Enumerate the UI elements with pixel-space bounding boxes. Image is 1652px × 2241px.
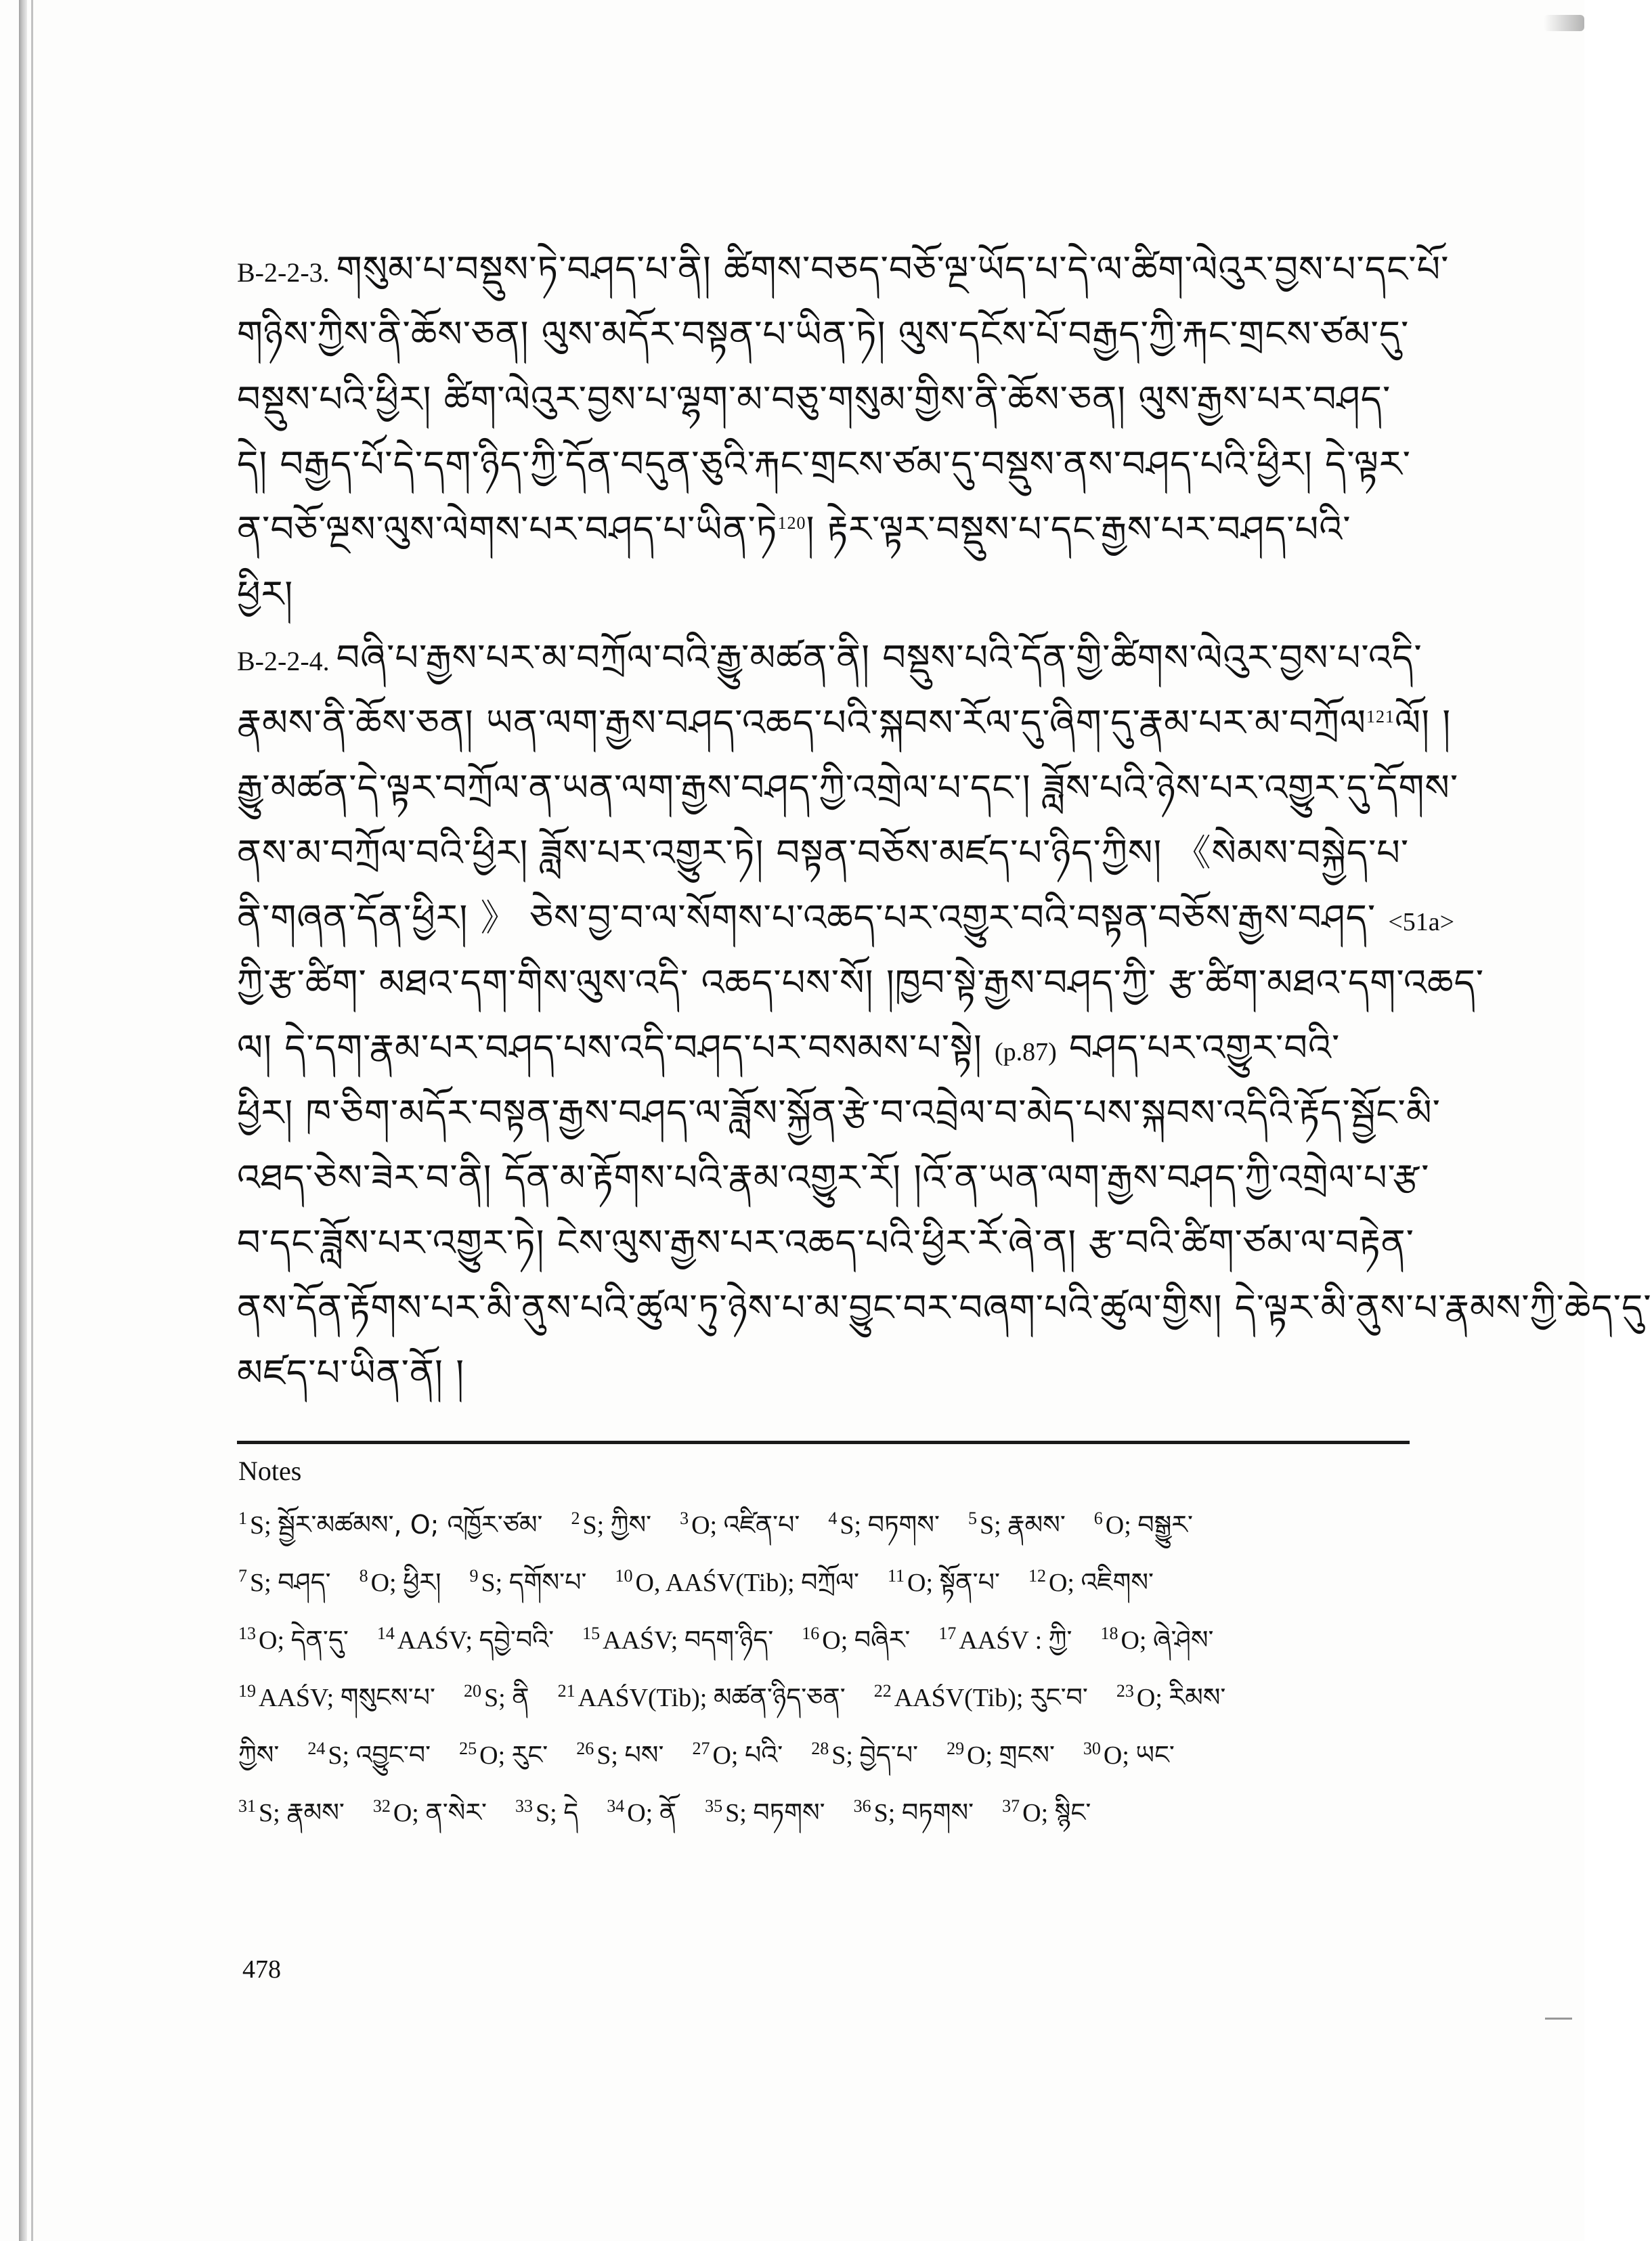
footnote-edition: S;: [250, 1511, 278, 1540]
line-text: ལ། དེ་དག་རྣམ་པར་བཤད་པས་འདི་བཤད་པར་བསམས་པ་སྟེ།: [237, 1026, 982, 1069]
footnote: [307, 1726, 431, 1785]
line-text: དེ། བརྒྱད་པོ་དེ་དག་ཉིད་ཀྱི་དོན་བདུན་ཅུའི་རྐང་གྲངས་ཙམ་དུ་བསྡུས་ནས་བཤད་པའི་ཕྱིར། དེ་ལྟར་: [237, 443, 1411, 485]
note-row: [238, 1784, 1416, 1842]
footnote: [705, 1784, 825, 1842]
footnote-number: 2: [571, 1508, 580, 1528]
note-row: [238, 1611, 1416, 1669]
footnote: [238, 1669, 435, 1727]
scan-edge-mark: [1545, 2018, 1572, 2020]
footnote-edition: O;: [370, 1569, 404, 1597]
note-row: [238, 1669, 1416, 1726]
line-text: ནས་དོན་རྟོགས་པར་མི་ནུས་པའི་ཚུལ་ཏུ་ཉེས་པ་མ་བྱུང་བར་བཞག་པའི་ཚུལ་གྱིས། དེ་ལྟར་མི་ནུས་པ་རྣམས་ཀྱི་ཆེད་དུ་: [237, 1286, 1652, 1329]
line-text: ནས་མ་བཀྲོལ་བའི་ཕྱིར། ཟློས་པར་འགྱུར་ཏེ། བསྟན་བཅོས་མཛད་པ་ཉིད་ཀྱིས། 《སེམས་བསྐྱེད་པ་: [237, 831, 1410, 874]
footnote-edition: S;: [328, 1741, 356, 1770]
footnote-number: 1: [238, 1508, 247, 1528]
footnote-reading: བཏགས་: [867, 1510, 940, 1540]
footnote-reading: བཤད་: [278, 1567, 331, 1597]
notes-divider: [237, 1441, 1410, 1444]
line-text: རྣམས་ནི་ཆོས་ཅན། ཡན་ལག་རྒྱས་བཤད་འཆད་པའི་སྐབས་རོལ་དུ་ཞིག་དུ་རྣམ་པར་མ་བཀྲོལ: [237, 701, 1366, 744]
footnote: [238, 1611, 349, 1670]
section-line: [237, 1211, 1422, 1276]
footnote: [238, 1554, 331, 1612]
section-line: [237, 1146, 1430, 1211]
footnote: [459, 1726, 548, 1785]
footnote-number: 28: [811, 1738, 829, 1758]
footnote-edition: O;: [907, 1569, 940, 1597]
footnote-edition: O;: [1048, 1569, 1081, 1597]
notes-heading: Notes: [238, 1456, 302, 1486]
footnote-number: 30: [1083, 1738, 1101, 1758]
line-text: ན་བཅོ་ལྔས་ལུས་ལེགས་པར་བཤད་པ་ཡིན་ཏེ: [237, 508, 778, 550]
footnote: [582, 1611, 773, 1670]
footnote: [1028, 1554, 1154, 1612]
footnote-number: 26: [576, 1738, 594, 1758]
footnote-reading: དགོས་པ་: [508, 1567, 587, 1597]
footnote-number: 33: [515, 1796, 533, 1816]
footnote-number: 9: [469, 1565, 479, 1586]
footnote-number: 3: [680, 1508, 689, 1528]
line-text: བཞི་པ་རྒྱས་པར་མ་བཀྲོལ་བའི་རྒྱུ་མཚན་ནི། བསྡུས་པའི་དོན་གྱི་ཚིགས་ལེའུར་བྱས་པ་འདི་: [336, 636, 1422, 679]
footnote-edition: S;: [259, 1799, 287, 1827]
footnote-reading: རུང་: [511, 1740, 548, 1770]
note-row: [238, 1726, 1416, 1784]
section-line: [237, 691, 1452, 756]
note-row: [238, 1554, 1416, 1611]
footnote: [615, 1554, 859, 1612]
footnote-edition: O;: [1121, 1626, 1153, 1655]
footnote-edition: O;: [259, 1626, 291, 1655]
footnote-reading: བཀྲོལ་: [801, 1567, 859, 1597]
footnote-reading: ན་སེར་: [425, 1798, 487, 1827]
footnote-reading: དེན་དུ་: [290, 1625, 349, 1655]
footnote-number: 29: [947, 1738, 965, 1758]
line-text: བཤད་པར་འགྱུར་བའི་: [1068, 1026, 1341, 1069]
section-line: [237, 886, 1455, 951]
footnote-ref: 121: [1366, 707, 1395, 726]
section-line: [237, 237, 1450, 302]
line-text: གཉིས་ཀྱིས་ནི་ཆོས་ཅན། ལུས་མདོར་བསྟན་པ་ཡིན་ཏེ། ལུས་དངོས་པོ་བརྒྱད་ཀྱི་རྐང་གྲངས་ཙམ་དུ་: [237, 313, 1410, 355]
footnote-number: 32: [372, 1796, 391, 1816]
footnote-edition: AAŚV;: [259, 1684, 341, 1712]
footnote-reading: དེ: [563, 1798, 579, 1827]
footnote: [1100, 1611, 1213, 1670]
footnote-reading: ཀྱིས་: [238, 1740, 280, 1770]
line-text: ཕྱིར། ཁ་ཅིག་མདོར་བསྟན་རྒྱས་བཤད་ལ་ཟློས་སྐྱོན་རྩེ་བ་འབྲེལ་བ་མེད་པས་སྐབས་འདིའི་རྟོད་སྦྱོང་མི་: [237, 1091, 1441, 1134]
footnote: [238, 1784, 345, 1842]
footnote-number: 24: [307, 1738, 326, 1758]
footnote-reading: པའི་: [744, 1740, 783, 1770]
footnote: [692, 1726, 783, 1785]
footnote-edition: O;: [479, 1741, 512, 1770]
footnote: [811, 1726, 918, 1785]
footnote-number: 27: [692, 1738, 710, 1758]
section-line: [237, 302, 1422, 367]
footnote: [373, 1784, 487, 1842]
footnote: [515, 1784, 578, 1842]
footnote: [828, 1496, 940, 1554]
line-text: མཛད་པ་ཡིན་ནོ། །: [237, 1351, 465, 1394]
footnote-reading: ནི: [512, 1682, 529, 1712]
section-b-2-2-3: [237, 237, 1450, 627]
line-text: གསུམ་པ་བསྡུས་ཏེ་བཤད་པ་ནི། ཚིགས་བཅད་བཅོ་ལྔ་ཡོད་པ་དེ་ལ་ཚིག་ལེའུར་བྱས་པ་དང་པོ་: [336, 248, 1450, 290]
footnote: [238, 1496, 543, 1554]
footnote-edition: O;: [393, 1799, 426, 1827]
footnote-edition: O;: [1103, 1741, 1136, 1770]
footnote-number: 14: [376, 1623, 395, 1643]
footnote-number: 8: [359, 1565, 368, 1586]
section-b-2-2-4: [237, 626, 1652, 1406]
section-label: B-2-2-3.: [237, 257, 330, 288]
footnote-number: 10: [615, 1565, 633, 1586]
footnote-reading: འཇིགས་: [1081, 1567, 1154, 1597]
footnote: [607, 1784, 676, 1842]
scan-corner-smudge: [1544, 15, 1584, 31]
footnote-edition: S;: [831, 1741, 860, 1770]
section-line: [237, 756, 1459, 821]
line-text: བ་དང་ཟློས་པར་འགྱུར་ཏེ། ངེས་ལུས་རྒྱས་པར་འཆད་པའི་ཕྱིར་རོ་ཞེ་ན། རྩ་བའི་ཚིག་ཙམ་ལ་བརྟེན་: [237, 1221, 1415, 1264]
footnote-number: 6: [1093, 1508, 1103, 1528]
footnote-reading: དབྱེ་བའི་: [479, 1625, 555, 1655]
footnote: [888, 1554, 1000, 1612]
footnote-reading: ཀྱི་: [1048, 1625, 1072, 1655]
footnote-number: 5: [968, 1508, 977, 1528]
footnote-edition: S;: [725, 1799, 754, 1827]
section-line: [237, 1276, 1652, 1341]
footnote-number: 4: [828, 1508, 838, 1528]
footnote-edition: S;: [596, 1741, 625, 1770]
footnote-reading: ཕྱིར།: [403, 1567, 441, 1597]
footnote: [464, 1669, 529, 1727]
section-line: [237, 432, 1422, 497]
footnote: [1094, 1496, 1193, 1554]
footnote: [1116, 1669, 1225, 1727]
footnote-reading: རྣམས་: [286, 1798, 345, 1827]
footnote: [874, 1669, 1088, 1727]
notes-list: [238, 1496, 1416, 1842]
footnote: [576, 1726, 664, 1785]
section-line: [237, 562, 1422, 627]
footnote: [802, 1611, 910, 1670]
footnote: [470, 1554, 587, 1612]
footnote-edition: S;: [250, 1569, 278, 1597]
footnote-reading: བདག་ཉིད་: [684, 1625, 774, 1655]
footnote-edition: O;: [1105, 1511, 1138, 1540]
line-text: ཕྱིར།: [237, 573, 294, 615]
page-ref: (p.87): [995, 1038, 1057, 1066]
section-line: [237, 951, 1485, 1016]
footnote-reading: རུང་བ་: [1029, 1682, 1088, 1712]
footnote-reading: ཞེ་ཤེས་: [1152, 1625, 1214, 1655]
footnote-number: 7: [238, 1565, 247, 1586]
section-line: [237, 1341, 1422, 1406]
footnote-number: 16: [802, 1623, 820, 1643]
section-line: [237, 1016, 1422, 1081]
section-line: [237, 821, 1422, 886]
footnote-number: 23: [1116, 1680, 1134, 1701]
footnote-edition: S;: [481, 1569, 509, 1597]
footnote-number: 37: [1002, 1796, 1020, 1816]
footnote-reading: གྲངས་: [999, 1740, 1055, 1770]
footnote-reading: སྦྱོར་མཚམས་, O; འཁྱོར་ཙམ་: [278, 1510, 543, 1540]
footnote-edition: S;: [979, 1511, 1008, 1540]
footnote-number: 35: [705, 1796, 723, 1816]
section-line: [237, 367, 1422, 432]
line-text: འཐད་ཅེས་ཟེར་བ་ནི། དོན་མ་རྟོགས་པའི་རྣམ་འགྱུར་རོ། །འོ་ན་ཡན་ལག་རྒྱས་བཤད་ཀྱི་འགྲེལ་པ་རྩ་: [237, 1156, 1430, 1199]
footnote-number: 15: [582, 1623, 601, 1643]
footnote-reading: རྣམས་: [1007, 1510, 1066, 1540]
footnote-reading: སྟོན་པ་: [939, 1567, 1000, 1597]
footnote-number: 21: [557, 1680, 575, 1701]
section-line: [237, 497, 1422, 562]
footnote-edition: O;: [627, 1799, 659, 1827]
footnote-reading: ཡང་: [1135, 1740, 1175, 1770]
footnote-ref: 120: [777, 513, 806, 533]
section-line: [237, 626, 1422, 691]
footnote-number: 31: [238, 1796, 256, 1816]
footnote-reading: སྙིང་: [1054, 1798, 1091, 1827]
footnote-reading: རིམས་: [1169, 1682, 1226, 1712]
footnote-edition: O;: [712, 1741, 745, 1770]
footnote-reading: བཏགས་: [901, 1798, 974, 1827]
footnote-reading: བསྒྱུར་: [1137, 1510, 1193, 1540]
footnote-reading: མཚན་ཉིད་ཅན་: [713, 1682, 846, 1712]
line-text: ཀྱི་རྩ་ཚིག་ མཐའ་དག་གིས་ལུས་འདི་ འཆད་པས་སོ། །ཁྱབ་སྟེ་རྒྱས་བཤད་ཀྱི་ རྩ་ཚིག་མཐའ་དག་འཆད་: [237, 961, 1485, 1004]
footnote-number: 19: [238, 1680, 256, 1701]
footnote-edition: O;: [967, 1741, 999, 1770]
footnote-number: 34: [607, 1796, 625, 1816]
footnote-reading: ཀྱིས་: [610, 1510, 652, 1540]
footnote: [238, 1726, 279, 1784]
note-row: [238, 1496, 1416, 1554]
footnote-number: 12: [1028, 1565, 1046, 1586]
footnote: [968, 1496, 1066, 1554]
footnote-reading: བཏགས་: [753, 1798, 825, 1827]
footnote-edition: AAŚV(Tib);: [578, 1684, 714, 1712]
footnote-number: 36: [853, 1796, 871, 1816]
footnote-reading: ནོ: [659, 1798, 677, 1827]
folio-tag: <51a>: [1388, 908, 1455, 936]
footnote-reading: འཛིན་པ་: [723, 1510, 800, 1540]
footnote-edition: O;: [1136, 1684, 1169, 1712]
footnote-reading: བྱེད་པ་: [859, 1740, 919, 1770]
footnote-reading: པས་: [624, 1740, 664, 1770]
footnote-edition: S;: [582, 1511, 611, 1540]
footnote: [377, 1611, 554, 1670]
section-label: B-2-2-4.: [237, 646, 330, 676]
footnote-number: 20: [464, 1680, 481, 1701]
footnote: [680, 1496, 800, 1554]
line-text: ། རྟེར་ལྟར་བསྡུས་པ་དང་རྒྱས་པར་བཤད་པའི་: [806, 508, 1351, 550]
footnote-reading: གསུངས་པ་: [340, 1682, 435, 1712]
footnote-edition: S;: [873, 1799, 902, 1827]
line-text: ནི་གཞན་དོན་ཕྱིར། 》 ཅེས་བྱ་བ་ལ་སོགས་པ་འཆད་པར་འགྱུར་བའི་བསྟན་བཅོས་རྒྱས་བཤད་: [237, 896, 1376, 939]
footnote-number: 17: [938, 1623, 957, 1643]
footnote: [1083, 1726, 1175, 1785]
footnote-edition: AAŚV;: [603, 1626, 684, 1655]
footnote-number: 18: [1100, 1623, 1118, 1643]
footnote: [558, 1669, 846, 1727]
footnote: [360, 1554, 441, 1612]
footnote: [1002, 1784, 1091, 1842]
footnote: [938, 1611, 1072, 1670]
footnote-edition: O;: [822, 1626, 854, 1655]
footnote-edition: O, AAŚV(Tib);: [635, 1569, 802, 1597]
footnote-edition: S;: [484, 1684, 513, 1712]
footnote-reading: འབྱུང་བ་: [355, 1740, 431, 1770]
footnote-edition: AAŚV(Tib);: [894, 1684, 1030, 1712]
footnote-number: 25: [459, 1738, 477, 1758]
footnote-edition: S;: [536, 1799, 564, 1827]
footnote-number: 11: [888, 1565, 905, 1586]
page-number: 478: [242, 1955, 281, 1984]
footnote-reading: བཞིར་: [854, 1625, 911, 1655]
footnote: [947, 1726, 1055, 1785]
footnote-edition: O;: [691, 1511, 724, 1540]
scan-binding-line: [31, 0, 33, 2241]
footnote-edition: O;: [1022, 1799, 1055, 1827]
line-text: རྒྱུ་མཚན་དེ་ལྟར་བཀྲོལ་ན་ཡན་ལག་རྒྱས་བཤད་ཀྱི་འགྲེལ་པ་དང་། ཟློས་པའི་ཉེས་པར་འགྱུར་དུ་དོགས་: [237, 766, 1459, 809]
footnote-edition: AAŚV;: [397, 1626, 479, 1655]
footnote-number: 13: [238, 1623, 256, 1643]
footnote-edition: S;: [840, 1511, 868, 1540]
footnote: [571, 1496, 652, 1554]
scan-binding-shadow: [19, 0, 27, 2241]
section-line: [237, 1081, 1441, 1146]
footnote-number: 22: [873, 1680, 892, 1701]
line-text: ལོ། །: [1394, 701, 1452, 744]
line-text: བསྡུས་པའི་ཕྱིར། ཚིག་ལེའུར་བྱས་པ་ལྷག་མ་བཅུ་གསུམ་གྱིས་ནི་ཆོས་ཅན། ལུས་རྒྱས་པར་བཤད་: [237, 378, 1391, 420]
footnote-edition: AAŚV :: [959, 1626, 1049, 1655]
footnote: [854, 1784, 974, 1842]
